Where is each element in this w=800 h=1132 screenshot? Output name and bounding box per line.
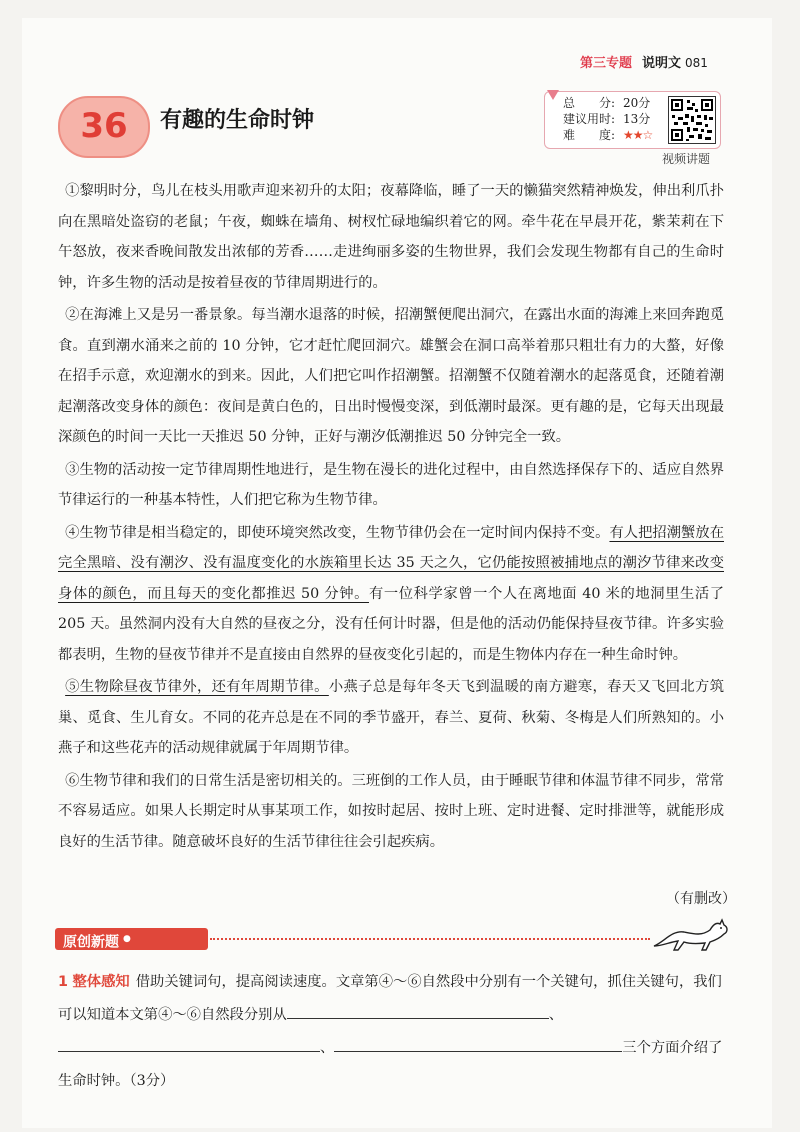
section-heading-text: 原创新题 <box>63 934 119 951</box>
answer-blank-1[interactable] <box>287 1000 549 1019</box>
paragraph: ②在海滩上又是另一番景象。每当潮水退落的时候，招潮蟹便爬出洞穴，在露出水面的海滩上来回奔跑觅食。直到潮水涌来之前的 10 分钟，它才赶忙爬回洞穴。雄蟹会在洞口高举着那只粗壮有力的大螯，好像在招手示意，欢迎潮水的到来。因此，人们把它叫作招潮蟹。招潮蟹不仅随着潮水的起落觅食，还随着潮起潮落改变身体的颜色：夜间是黄白色的，日出时慢慢变深，到低潮时最深。更有趣的是，它每天出现最深颜色的时间一天比一天推迟 50 分钟，正好与潮汐低潮推迟 50 分钟完全一致。 <box>58 307 724 445</box>
total-score-value: 20分 <box>623 96 651 110</box>
paragraph-4 <box>58 518 724 671</box>
qr-caption: 视频讲题 <box>662 152 711 166</box>
source-note: （有删改） <box>666 891 736 907</box>
ribbon-icon <box>547 90 559 110</box>
suggested-time-label: 建议用时: <box>563 112 616 126</box>
answer-blank-2[interactable] <box>58 1033 320 1052</box>
question-tag: 整体感知 <box>72 974 130 990</box>
dotted-divider <box>210 938 650 940</box>
underlined-sentence: 有人把招潮蟹放在完全黑暗、没有潮汐、没有温度变化的水族箱里长达 35 天之久，它仍能按照被捕地点的潮汐节律来改变身体的颜色，而且每天的变化都推迟 50 分钟。 <box>58 524 724 602</box>
section-label: 说明文 <box>642 56 682 71</box>
difficulty-stars: ★★☆ <box>623 128 653 142</box>
question-number: 1 <box>58 974 68 990</box>
paragraph-4-rest: 有一位科学家曾一个人在离地面 40 米的地洞里生活了 205 天。虽然洞内没有大自然的昼夜之分，没有任何计时器，但是他的活动仍能保持昼夜节律。许多实验都表明，生物的昼夜节律并不是直接由自然界的昼夜变化引起的，而是生物体内存在一种生命时钟。 <box>58 585 725 663</box>
cat-icon <box>650 916 730 954</box>
paragraph: ③生物的活动按一定节律周期性地进行，是生物在漫长的进化过程中，由自然选择保存下的、适应自然界节律运行的一种基本特性，人们把它称为生物节律。 <box>58 461 724 508</box>
suggested-time-value: 13分 <box>623 112 651 126</box>
paragraph-4-lead: ④生物节律是相当稳定的，即使环境突然改变，生物节律仍会在一定时间内保持不变。 <box>65 524 610 541</box>
page-number: 081 <box>685 56 708 70</box>
question-1 <box>58 966 724 1098</box>
key-sentence: ⑤生物除昼夜节律外，还有年周期节律。 <box>65 679 329 695</box>
article-body <box>58 176 724 857</box>
bullet-icon: ● <box>123 934 131 944</box>
blank-separator: 、 <box>320 1040 335 1056</box>
chapter-label: 第三专题 <box>580 56 633 71</box>
question-text: 借助关键词句，提高阅读速度。文章第④～⑥自然段中分别有一个关键句，抓住关键句，我们可以知道本文第④～⑥自然段分别从 <box>58 974 722 1023</box>
lesson-number: 36 <box>80 106 128 146</box>
paragraph: ⑥生物节律和我们的日常生活是密切相关的。三班倒的工作人员，由于睡眠节律和体温节律不同步，常常不容易适应。如果人长期定时从事某项工作，如按时起居、按时上班、定时进餐、定时排泄等，就能形成良好的生活节律。随意破坏良好的生活节律往往会引起疾病。 <box>58 772 724 850</box>
lesson-title: 有趣的生命时钟 <box>160 108 315 133</box>
section-heading <box>55 928 208 950</box>
info-box <box>544 91 721 149</box>
difficulty-label: 难 度: <box>563 128 616 142</box>
lesson-number-badge <box>58 96 150 158</box>
paragraph-5-rest: 小燕子总是每年冬天飞到温暖的南方避寒，春天又飞回北方筑巢、觅食、生儿育女。不同的花卉总是在不同的季节盛开，春兰、夏荷、秋菊、冬梅是人们所熟知的。小燕子和这些花卉的活动规律就属于年周期节律。 <box>58 679 725 756</box>
paragraph-5 <box>58 672 724 764</box>
total-score-label: 总 分: <box>563 96 616 110</box>
qr-code-icon[interactable] <box>668 96 716 144</box>
running-header <box>580 52 708 71</box>
question-text-end: 三个方面介绍了生命时钟。（3分） <box>58 1040 723 1089</box>
answer-blank-3[interactable] <box>334 1033 622 1052</box>
blank-separator: 、 <box>548 1007 564 1023</box>
paragraph: ①黎明时分，鸟儿在枝头用歌声迎来初升的太阳；夜幕降临，睡了一天的懒猫突然精神焕发，伸出利爪扑向在黑暗处盗窃的老鼠；午夜，蜘蛛在墙角、树杈忙碌地编织着它的网。牵牛花在早晨开花，紫茉莉在下午怒放，夜来香晚间散发出浓郁的芳香……走进绚丽多姿的生物世界，我们会发现生物都有自己的生命时钟，许多生物的活动是按着昼夜的节律周期进行的。 <box>58 183 724 291</box>
